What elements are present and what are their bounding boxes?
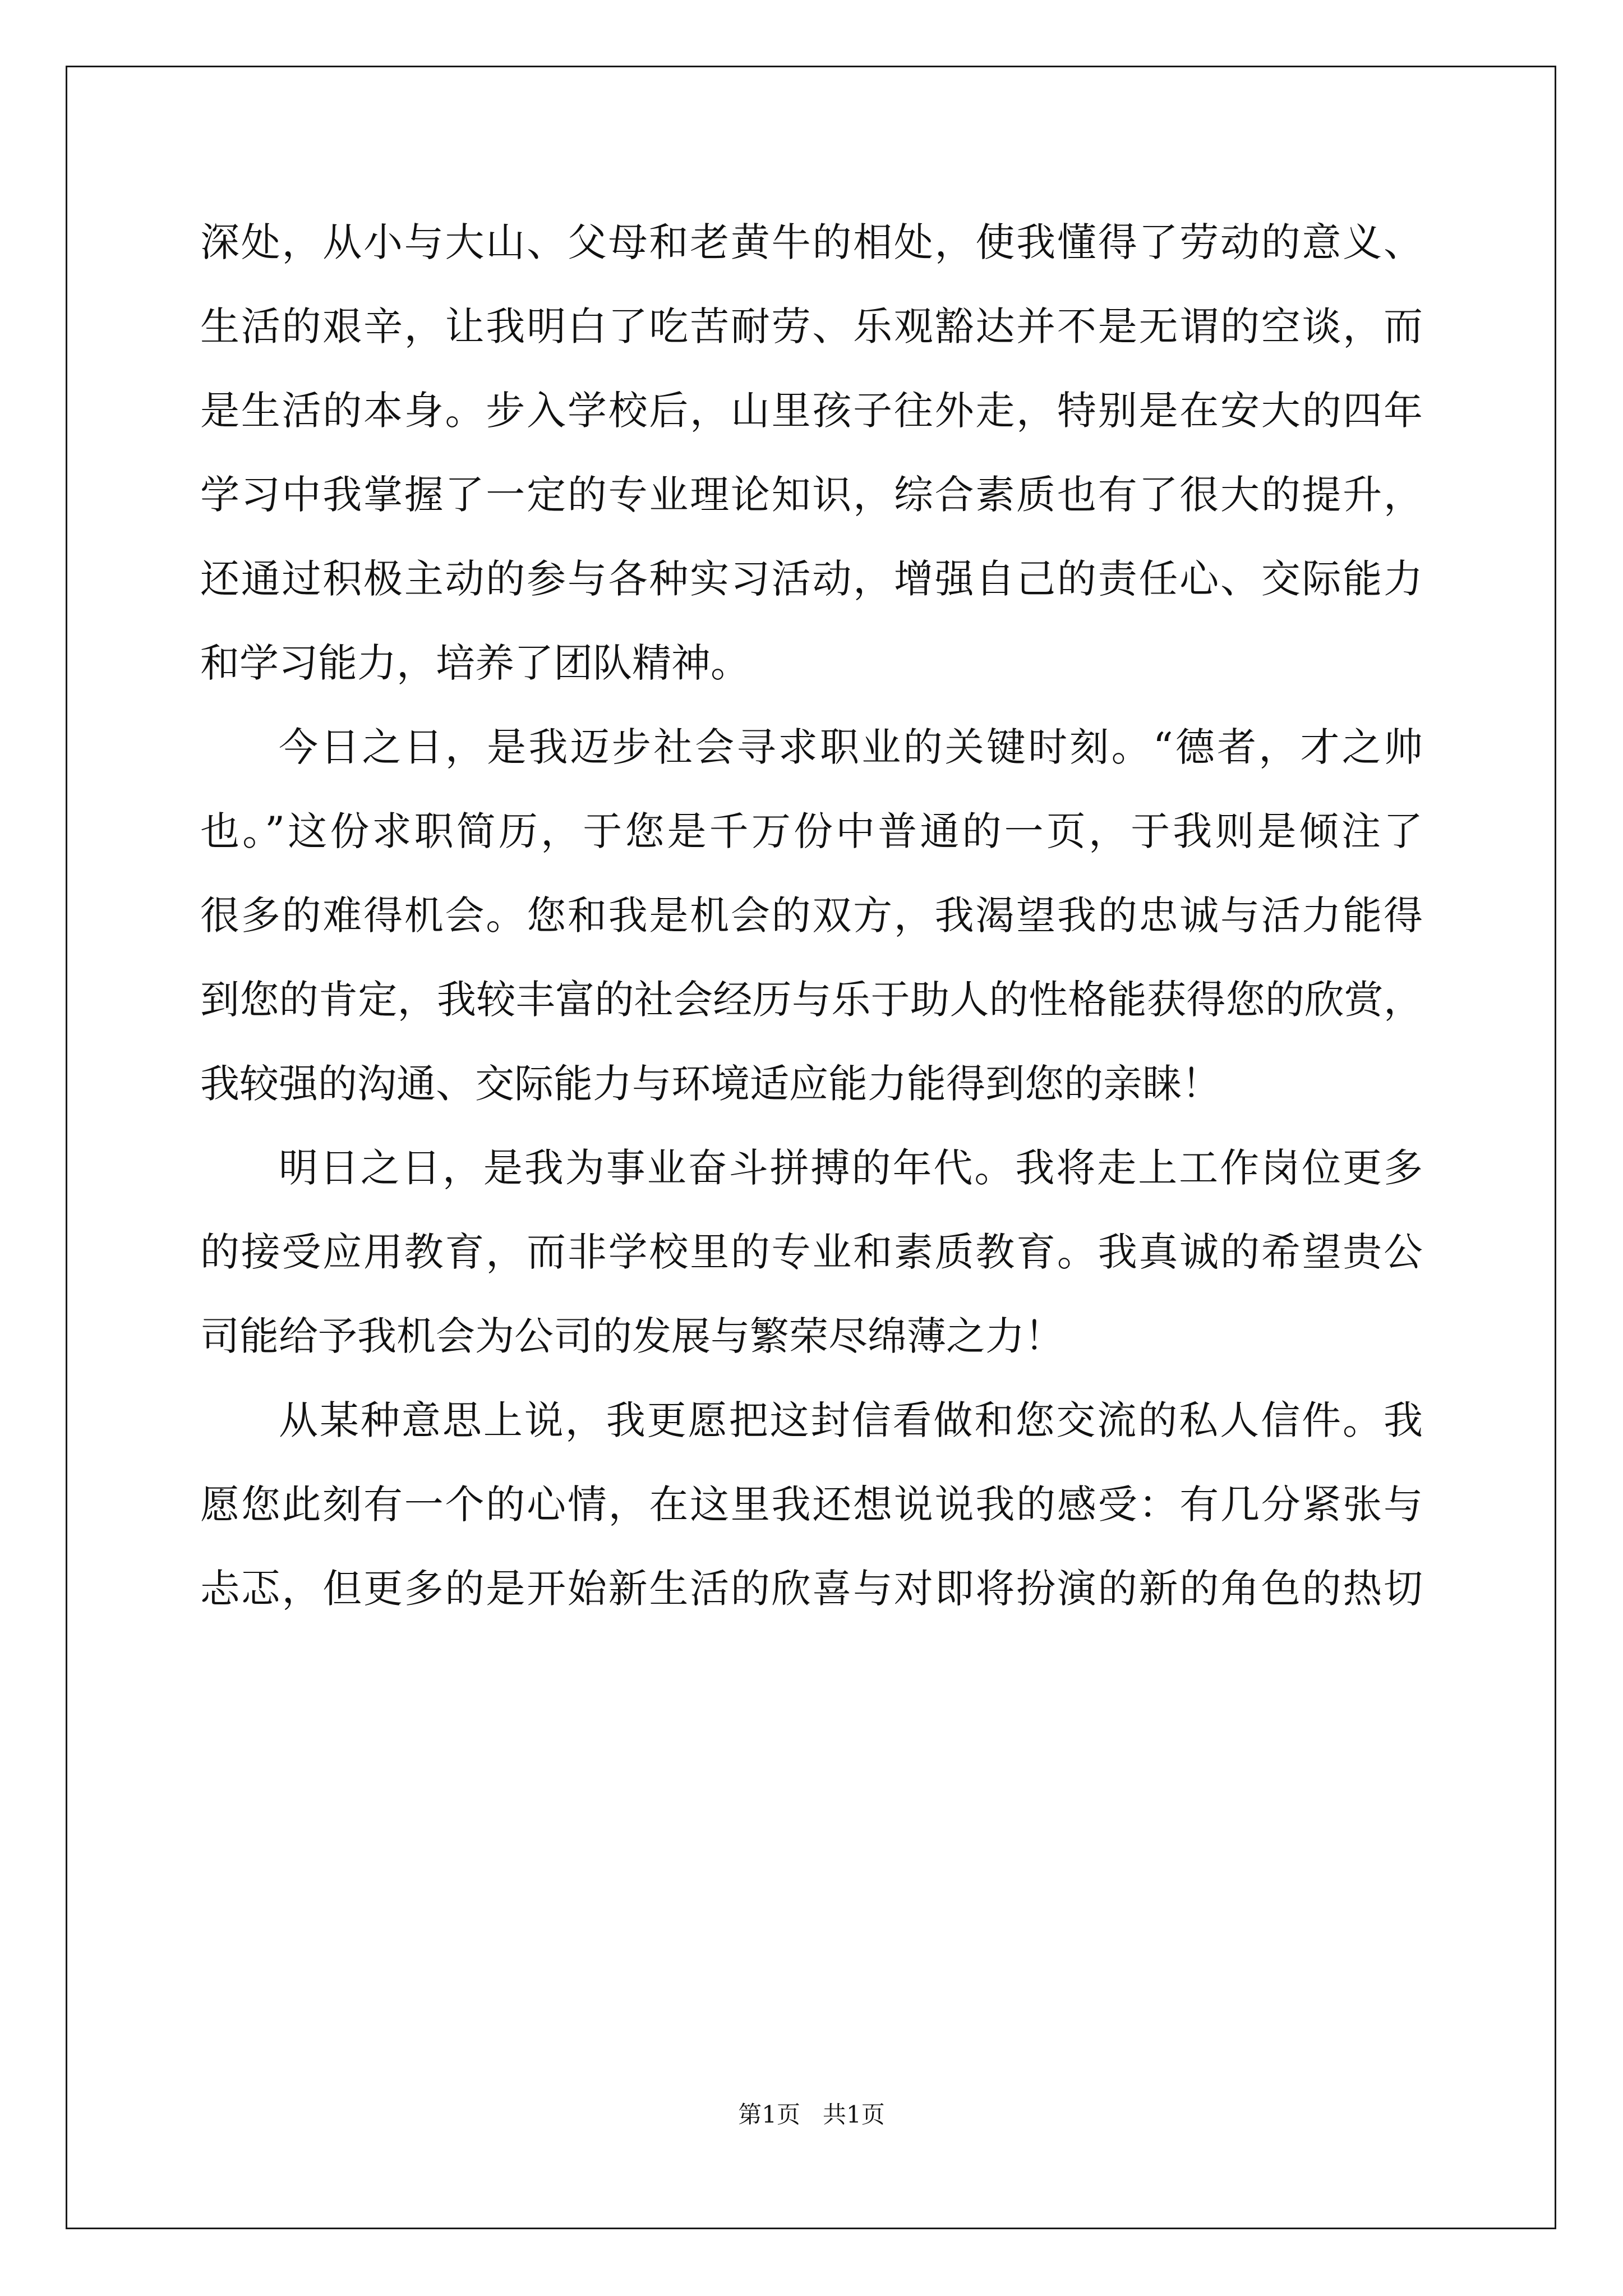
paragraph-start-line: 今日之日，是我迈步社会寻求职业的关键时刻。“德者，才之帅 [279,724,1423,770]
text-line: 和学习能力，培养了团队精神。 [200,640,750,686]
text-line: 的接受应用教育，而非学校里的专业和素质教育。我真诚的希望贵公 [200,1229,1423,1275]
text-line: 是生活的本身。步入学校后，山里孩子往外走，特别是在安大的四年 [200,388,1423,434]
text-line: 到您的肯定，我较丰富的社会经历与乐于助人的性格能获得您的欣赏， [200,977,1423,1023]
text-line: 深处，从小与大山、父母和老黄牛的相处，使我懂得了劳动的意义、 [200,219,1423,265]
text-line: 司能给予我机会为公司的发展与繁荣尽绵薄之力！ [200,1313,1064,1359]
paragraph-start-line: 从某种意思上说，我更愿把这封信看做和您交流的私人信件。我 [279,1397,1423,1443]
letter-body [200,200,1423,1631]
text-line: 我较强的沟通、交际能力与环境适应能力能得到您的亲睐！ [200,1061,1221,1107]
text-line: 也。”这份求职简历，于您是千万份中普通的一页，于我则是倾注了 [200,808,1423,854]
text-line: 还通过积极主动的参与各种实习活动，增强自己的责任心、交际能力 [200,556,1423,602]
text-line: 生活的艰辛，让我明白了吃苦耐劳、乐观豁达并不是无谓的空谈，而 [200,303,1423,349]
text-line: 很多的难得机会。您和我是机会的双方，我渴望我的忠诚与活力能得 [200,892,1423,938]
text-line: 学习中我掌握了一定的专业理论知识，综合素质也有了很大的提升， [200,472,1423,518]
paragraph-start-line: 明日之日，是我为事业奋斗拼搏的年代。我将走上工作岗位更多 [279,1145,1423,1191]
page-number-footer: 第1页 共1页 [738,2101,885,2128]
text-line: 忐忑，但更多的是开始新生活的欣喜与对即将扮演的新的角色的热切 [200,1566,1423,1612]
text-line: 愿您此刻有一个的心情，在这里我还想说说我的感受：有几分紧张与 [200,1481,1423,1527]
